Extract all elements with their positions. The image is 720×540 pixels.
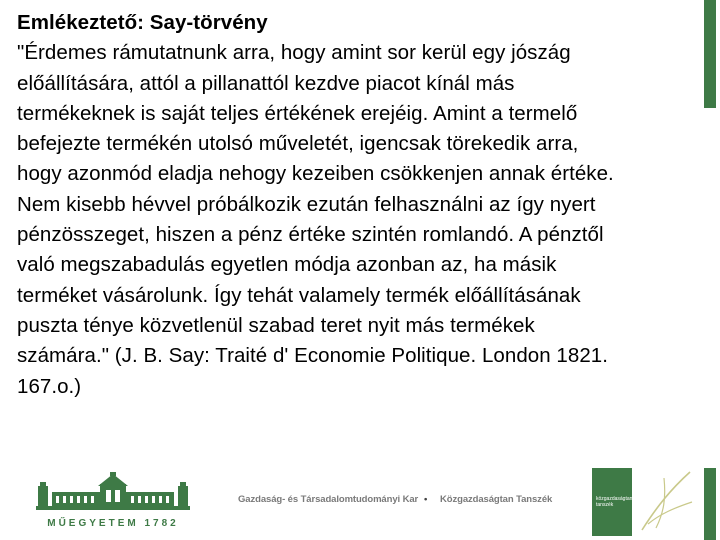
slide-footer (0, 468, 720, 540)
quote-line: való megszabadulás egyetlen módja azonban az, ha másik (17, 253, 557, 277)
quote-line: hogy azonmód eladja nehogy kezeiben csökkenjen annak értéke. (17, 162, 614, 186)
faculty-name: Gazdaság- és Társadalomtudományi Kar (238, 494, 419, 505)
slide-title: Emlékeztető: Say-törvény (17, 11, 268, 34)
quote-text (17, 38, 703, 402)
quote-line: 167.o.) (17, 374, 82, 398)
muegyetem-logo (34, 472, 192, 534)
department-name: Közgazdaságtan Tanszék (440, 494, 553, 505)
quote-line: Nem kisebb hévvel próbálkozik ezután felhasználni az így nyert (17, 192, 596, 216)
footer-separator: • (424, 494, 428, 505)
logo-text: MŰEGYETEM 1782 (47, 518, 179, 529)
quote-line: befejezte termékén utolsó műveletét, igencsak törekedik arra, (17, 132, 579, 156)
slide-content (17, 8, 703, 402)
leaf-emblem-icon (636, 468, 696, 536)
accent-bar-top (704, 0, 716, 108)
quote-line: terméket vásárolunk. Így tehát valamely termék előállításának (17, 283, 581, 307)
quote-line: termékeknek is saját teljes értékének erejéig. Amint a termelő (17, 101, 578, 125)
department-badge (592, 468, 632, 536)
quote-line: puszta ténye közvetlenül szabad teret nyit más termékek (17, 313, 535, 337)
quote-line: számára." (J. B. Say: Traité d' Economie Politique. London 1821. (17, 344, 608, 368)
quote-line: előállítására, attól a pillanattól kezdve piacot kínál más (17, 71, 515, 95)
quote-line: pénzösszeget, hiszen a pénz értéke szintén romlandó. A pénztől (17, 223, 604, 247)
badge-text: közgazdaságtan tanszék (596, 496, 633, 508)
quote-line: "Érdemes rámutatnunk arra, hogy amint sor kerül egy jószág (17, 41, 571, 65)
